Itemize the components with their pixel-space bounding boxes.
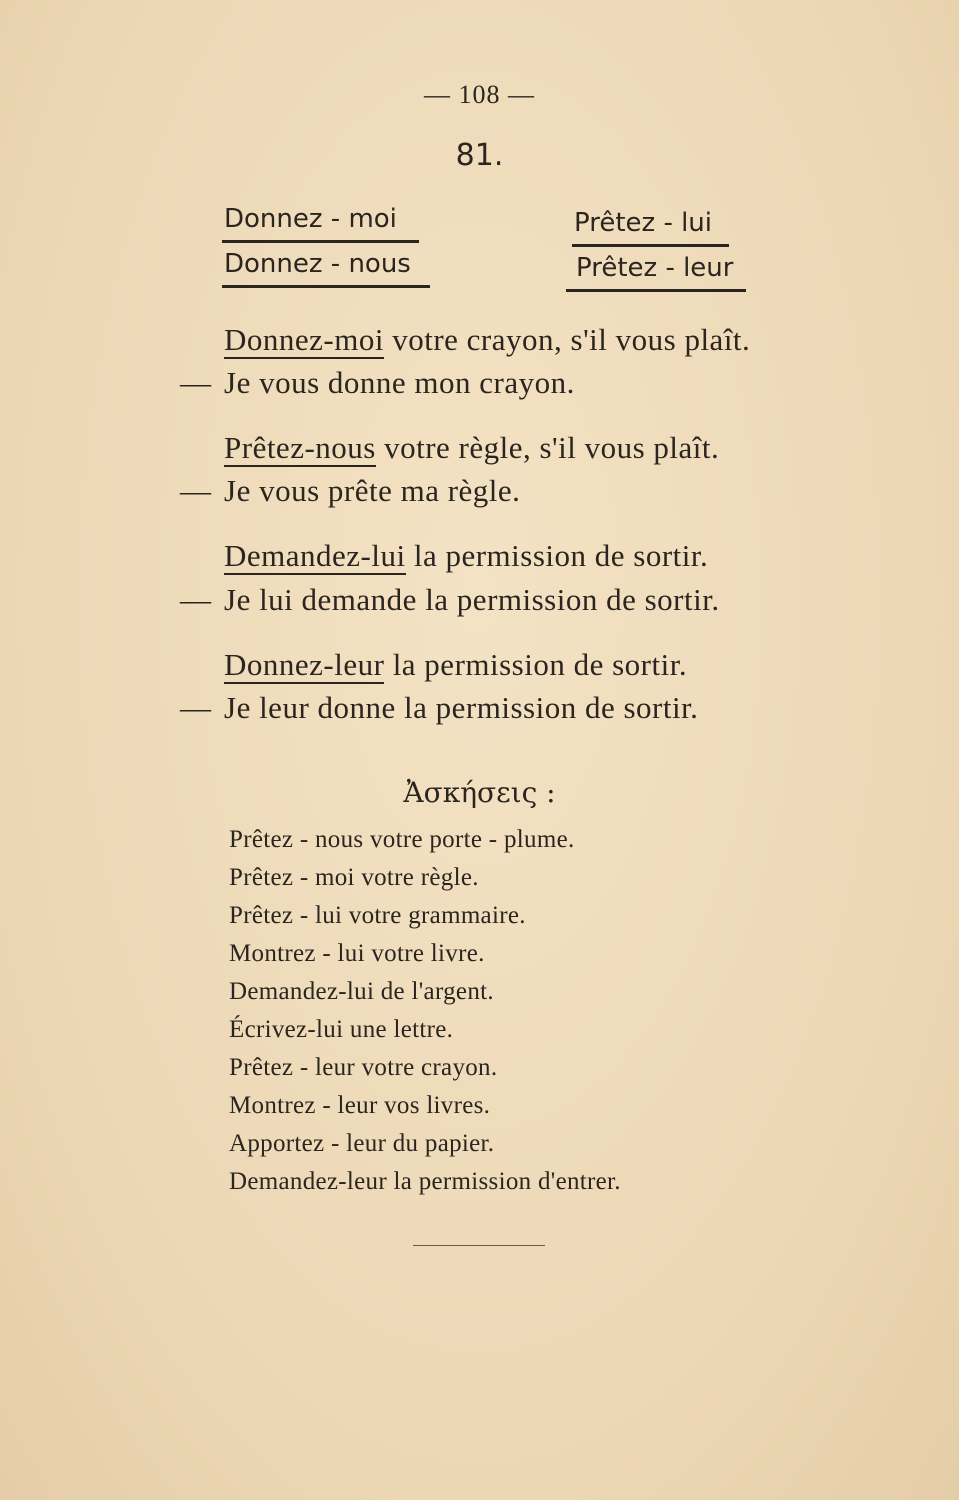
exercise-item: Prêtez - leur votre crayon. [229, 1054, 498, 1081]
page-number: — 108 — [424, 80, 535, 109]
answer-3-dash: — [180, 582, 212, 617]
question-2-rest: votre règle, s'il vous plaît. [375, 430, 720, 465]
header-rule-left-2 [222, 285, 430, 288]
lesson-number: 81. [455, 138, 504, 173]
header-word-left-2: Donnez - nous [224, 249, 411, 279]
question-3-rest: la permission de sortir. [405, 538, 709, 573]
exercise-item: Montrez - leur vos livres. [229, 1092, 491, 1119]
answer-2-text: Je vous prête ma règle. [224, 473, 521, 508]
question-2-keyword: Prêtez-nous [224, 430, 376, 465]
header-word-right-1: Prêtez - lui [574, 208, 713, 238]
answer-4-text: Je leur donne la permission de sortir. [224, 690, 699, 725]
question-1-keyword: Donnez-moi [224, 322, 384, 357]
header-rule-left-1 [222, 240, 419, 243]
header-word-right-2: Prêtez - leur [576, 253, 734, 283]
header-rule-right-2 [566, 289, 746, 292]
answer-1-dash: — [180, 365, 212, 400]
end-divider [413, 1245, 545, 1246]
answer-3-text: Je lui demande la permission de sortir. [224, 582, 720, 617]
exercise-item: Apportez - leur du papier. [229, 1130, 495, 1157]
exercises-title: Ἀσκήσεις : [403, 776, 556, 809]
answer-4-dash: — [180, 690, 212, 725]
answer-1-text: Je vous donne mon crayon. [224, 365, 575, 400]
exercise-item: Demandez-lui de l'argent. [229, 978, 494, 1005]
exercise-item: Montrez - lui votre livre. [229, 940, 485, 967]
question-4-keyword: Donnez-leur [224, 647, 385, 682]
question-3-keyword: Demandez-lui [224, 538, 406, 573]
exercise-item: Prêtez - nous votre porte - plume. [229, 826, 575, 853]
question-4-rest: la permission de sortir. [384, 647, 688, 682]
exercise-item: Demandez-leur la permission d'entrer. [229, 1168, 621, 1195]
exercise-item: Prêtez - moi votre règle. [229, 864, 479, 891]
exercise-item: Prêtez - lui votre grammaire. [229, 902, 526, 929]
answer-2-dash: — [180, 473, 212, 508]
exercise-item: Écrivez-lui une lettre. [229, 1016, 454, 1043]
question-1-rest: votre crayon, s'il vous plaît. [383, 322, 751, 357]
header-word-left-1: Donnez - moi [224, 204, 397, 234]
header-rule-right-1 [572, 244, 729, 247]
